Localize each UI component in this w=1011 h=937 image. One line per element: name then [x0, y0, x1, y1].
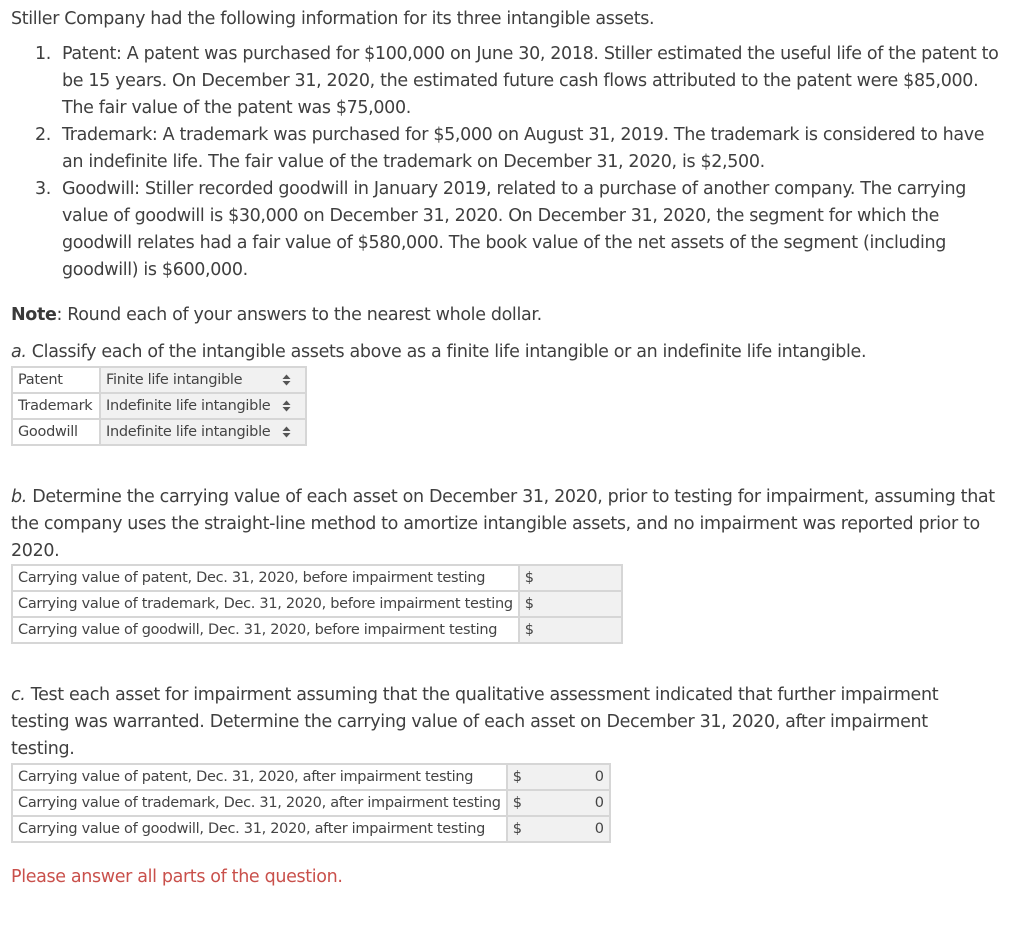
input-value: 0 — [594, 769, 604, 785]
select-value: Indefinite life intangible — [106, 424, 271, 440]
currency-symbol: $ — [512, 821, 522, 837]
after-impairment-table — [11, 763, 611, 843]
classification-table — [11, 366, 307, 446]
row-label: Carrying value of goodwill, Dec. 31, 2020, after impairment testing — [12, 816, 507, 842]
trademark-before-input[interactable] — [519, 591, 622, 617]
question-c — [11, 682, 941, 763]
table-row — [12, 816, 610, 842]
list-item — [0, 176, 1002, 284]
input-value: 0 — [594, 795, 604, 811]
row-label: Carrying value of patent, Dec. 31, 2020, after impairment testing — [12, 764, 507, 790]
row-label: Patent — [12, 367, 100, 393]
warning-message: Please answer all parts of the question. — [11, 867, 343, 887]
note — [11, 302, 542, 329]
list-text: Goodwill: Stiller recorded goodwill in January 2019, related to a purchase of another company. The carrying value of goodwill is $30,000 on December 31, 2020. On December 31, 2020, the segment for which the goodwill relates had a fair value of $580,000. The book value of the net assets of the segment (including goodwill) is $600,000. — [62, 179, 967, 280]
list-number: 3. — [35, 179, 51, 199]
table-row — [12, 393, 306, 419]
currency-symbol: $ — [512, 769, 522, 785]
question-text: Test each asset for impairment assuming that the qualitative assessment indicated that further impairment testing was warranted. Determine the carrying value of each asset on December 31, 2020, after impairment testing. — [11, 685, 939, 759]
question-letter: b. — [11, 487, 27, 507]
question-b — [11, 484, 1001, 565]
input-value: 0 — [594, 821, 604, 837]
table-row — [12, 764, 610, 790]
question-a — [11, 339, 866, 366]
question-text: Determine the carrying value of each asset on December 31, 2020, prior to testing for impairment, assuming that the company uses the straight-line method to amortize intangible assets, and no impairment was reported prior to 2020. — [11, 487, 995, 561]
trademark-classification-select[interactable] — [100, 393, 306, 419]
updown-arrows-icon — [282, 394, 291, 418]
updown-arrows-icon — [282, 420, 291, 444]
currency-symbol: $ — [524, 570, 534, 586]
row-label: Carrying value of trademark, Dec. 31, 2020, after impairment testing — [12, 790, 507, 816]
select-value: Indefinite life intangible — [106, 398, 271, 414]
list-text: Trademark: A trademark was purchased for $5,000 on August 31, 2019. The trademark is considered to have an indefinite life. The fair value of the trademark on December 31, 2020, is $2,500. — [62, 125, 985, 172]
list-number: 2. — [35, 125, 51, 145]
table-row — [12, 367, 306, 393]
goodwill-after-input[interactable] — [507, 816, 610, 842]
note-text: : Round each of your answers to the nearest whole dollar. — [56, 305, 542, 325]
note-label: Note — [11, 305, 57, 325]
select-value: Finite life intangible — [106, 372, 243, 388]
row-label: Carrying value of goodwill, Dec. 31, 2020, before impairment testing — [12, 617, 519, 643]
list-number: 1. — [35, 44, 51, 64]
patent-after-input[interactable] — [507, 764, 610, 790]
table-row — [12, 565, 622, 591]
question-text: Classify each of the intangible assets above as a finite life intangible or an indefinite life intangible. — [26, 342, 867, 362]
row-label: Trademark — [12, 393, 100, 419]
patent-before-input[interactable] — [519, 565, 622, 591]
question-letter: c. — [11, 685, 26, 705]
question-letter: a. — [11, 342, 27, 362]
asset-list — [0, 41, 1002, 284]
trademark-after-input[interactable] — [507, 790, 610, 816]
goodwill-classification-select[interactable] — [100, 419, 306, 445]
patent-classification-select[interactable] — [100, 367, 306, 393]
list-text: Patent: A patent was purchased for $100,000 on June 30, 2018. Stiller estimated the useful life of the patent to be 15 years. On December 31, 2020, the estimated future cash flows attributed to the patent were $85,000. The fair value of the patent was $75,000. — [62, 44, 999, 118]
table-row — [12, 617, 622, 643]
currency-symbol: $ — [512, 795, 522, 811]
list-item — [0, 122, 1002, 176]
row-label: Carrying value of patent, Dec. 31, 2020, before impairment testing — [12, 565, 519, 591]
before-impairment-table — [11, 564, 623, 644]
intro-text: Stiller Company had the following information for its three intangible assets. — [11, 9, 655, 29]
list-item — [0, 41, 1002, 122]
currency-symbol: $ — [524, 622, 534, 638]
table-row — [12, 591, 622, 617]
row-label: Carrying value of trademark, Dec. 31, 2020, before impairment testing — [12, 591, 519, 617]
updown-arrows-icon — [282, 368, 291, 392]
row-label: Goodwill — [12, 419, 100, 445]
table-row — [12, 790, 610, 816]
currency-symbol: $ — [524, 596, 534, 612]
table-row — [12, 419, 306, 445]
goodwill-before-input[interactable] — [519, 617, 622, 643]
